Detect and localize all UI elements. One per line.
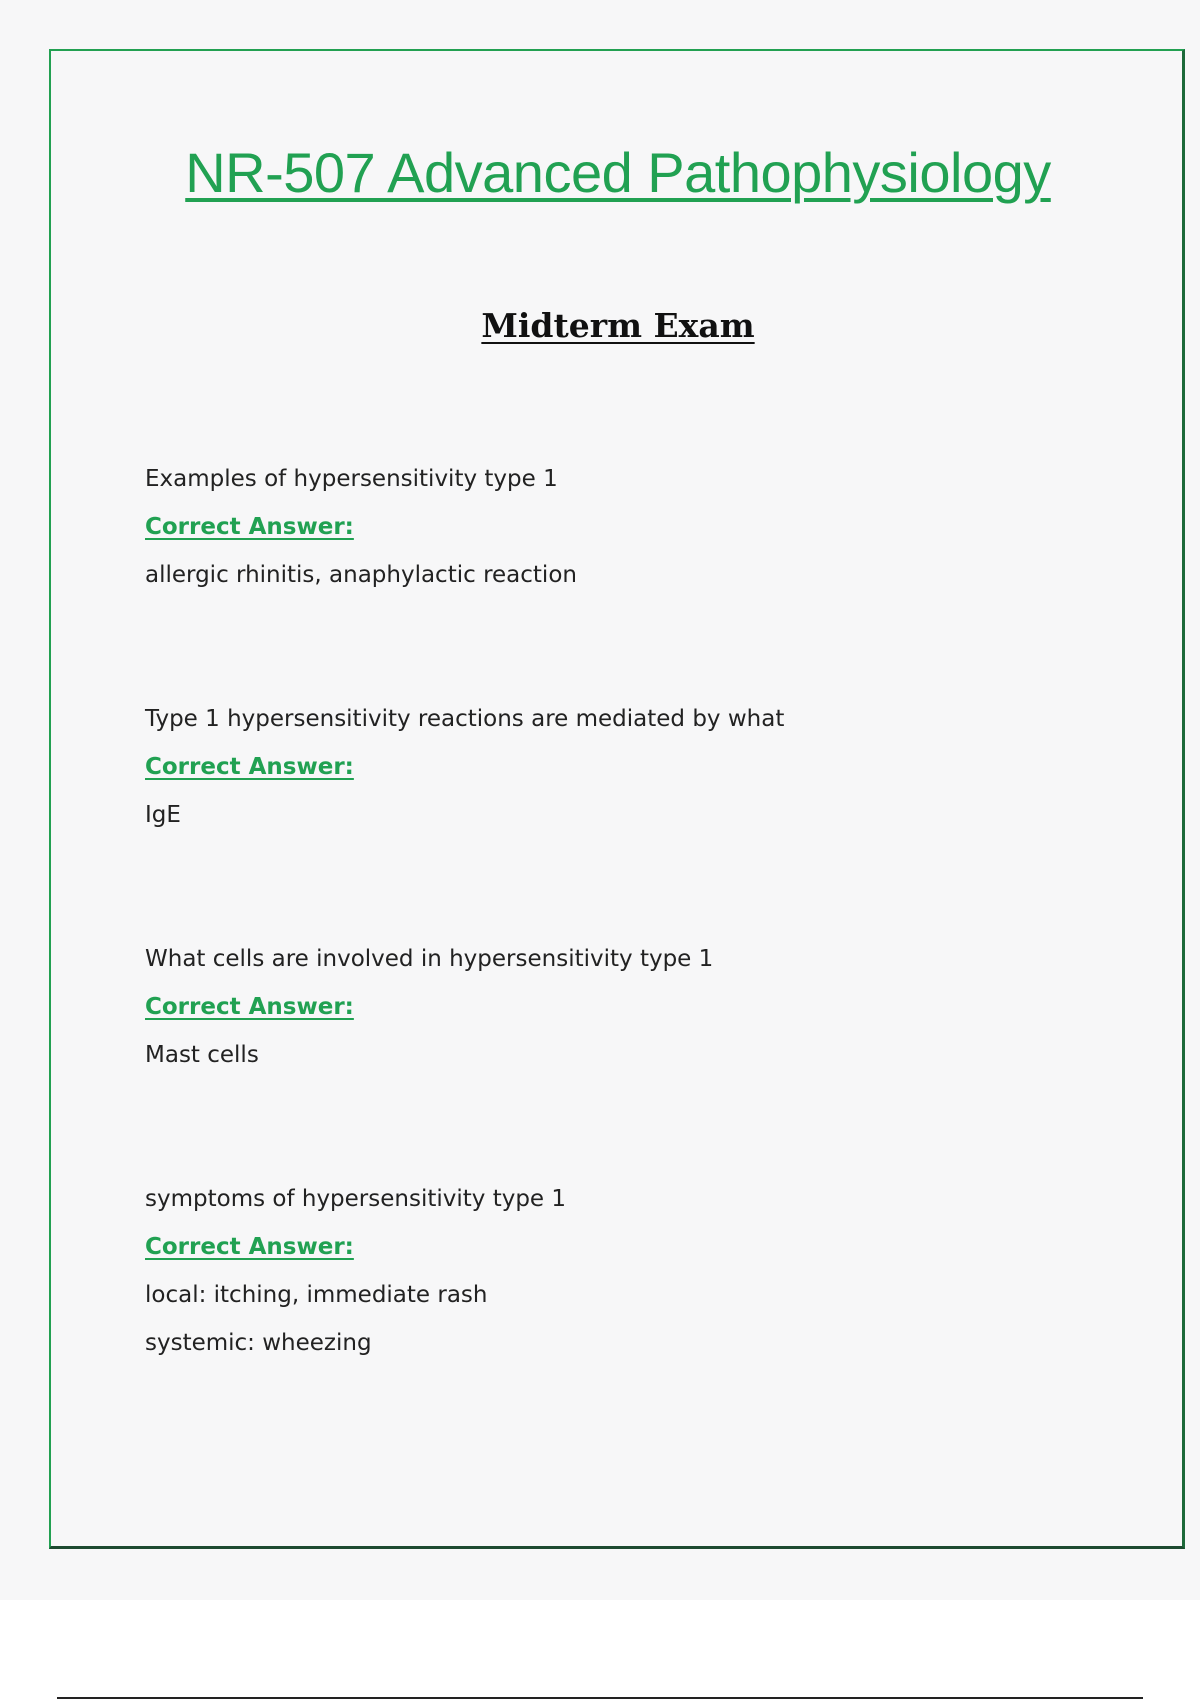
correct-answer-label: Correct Answer: <box>145 514 354 540</box>
footer-rule <box>57 1697 1143 1699</box>
document-title: NR-507 Advanced Pathophysiology <box>185 141 1051 204</box>
answer-text: systemic: wheezing <box>145 1330 372 1356</box>
question-text: What cells are involved in hypersensitivity type 1 <box>145 946 714 972</box>
correct-answer-label: Correct Answer: <box>145 994 354 1020</box>
answer-text: local: itching, immediate rash <box>145 1282 488 1308</box>
question-text: Type 1 hypersensitivity reactions are mediated by what <box>145 706 785 732</box>
answer-text: allergic rhinitis, anaphylactic reaction <box>145 562 577 588</box>
question-text: symptoms of hypersensitivity type 1 <box>145 1186 567 1212</box>
qa-item-2 <box>145 695 1145 839</box>
qa-item-3 <box>145 935 1145 1079</box>
answer-text: Mast cells <box>145 1042 259 1068</box>
correct-answer-label: Correct Answer: <box>145 754 354 780</box>
qa-item-1 <box>145 455 1145 599</box>
correct-answer-label: Correct Answer: <box>145 1234 354 1260</box>
document-subtitle: Midterm Exam <box>481 306 755 345</box>
qa-item-4 <box>145 1175 1145 1367</box>
answer-text: IgE <box>145 802 181 828</box>
question-text: Examples of hypersensitivity type 1 <box>145 466 558 492</box>
